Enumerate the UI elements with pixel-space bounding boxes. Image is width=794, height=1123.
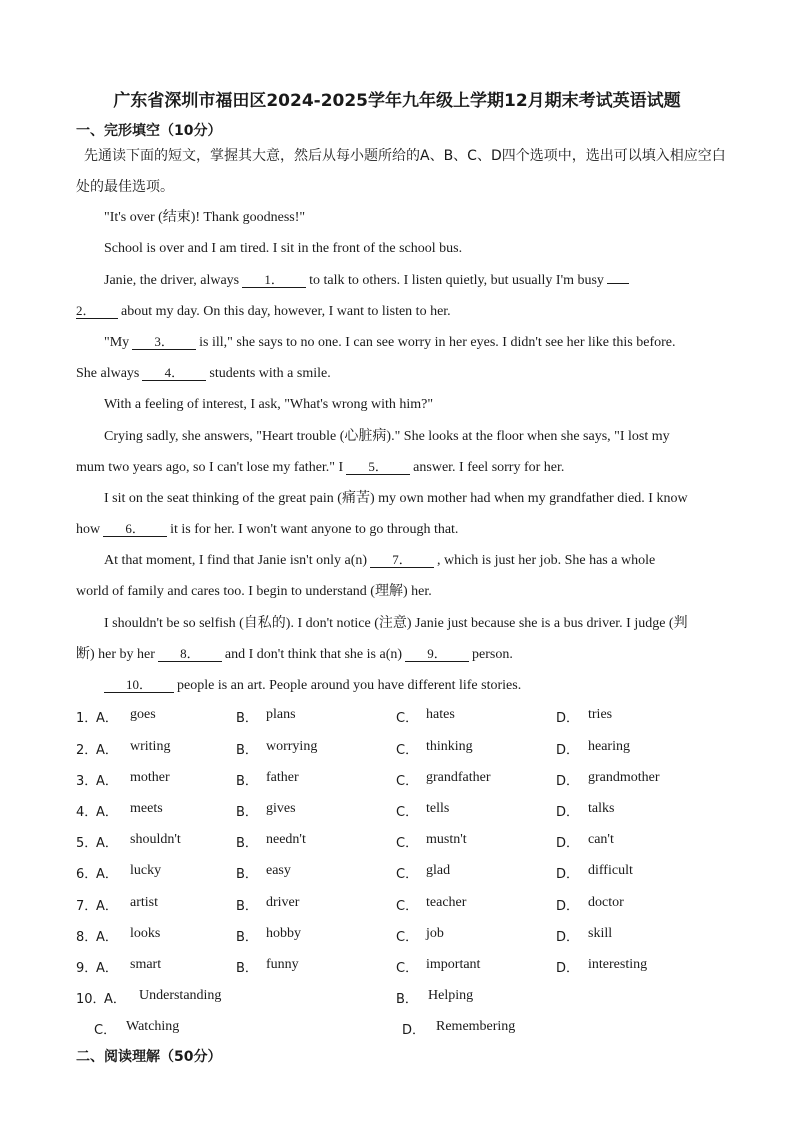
passage-line: how 6． it is for her. I won't want anyone to go through that.	[76, 521, 459, 537]
blank-5: 5．	[346, 459, 410, 475]
question-options-6: 6． A． lucky B． easy C． glad D． difficult	[76, 863, 633, 882]
instruction-text: 先通读下面的短文，掌握其大意，然后从每小题所给的A、B、C、D四个选项中，选出可以填入相应空白处的最佳选项。	[76, 148, 726, 195]
blank-2-start	[607, 283, 629, 284]
page-title: 广东省深圳市福田区2024-2025学年九年级上学期12月期末考试英语试题	[113, 91, 681, 111]
option-a[interactable]: shouldn't	[130, 832, 181, 847]
option-d[interactable]: grandmother	[588, 770, 660, 785]
option-a[interactable]: looks	[130, 926, 161, 941]
blank-7: 7．	[370, 552, 434, 568]
blank-1: 1．	[242, 272, 306, 288]
option-c[interactable]: glad	[426, 863, 451, 878]
option-a[interactable]: lucky	[130, 863, 162, 878]
section-heading-reading: 二、阅读理解（50分）	[76, 1049, 222, 1065]
question-options-4: 4． A． meets B． gives C． tells D． talks	[76, 801, 615, 820]
option-d[interactable]: hearing	[588, 739, 630, 754]
option-c[interactable]: thinking	[426, 739, 473, 754]
question-options-9: 9． A． smart B． funny C． important D． interesting	[76, 957, 648, 976]
passage-line: At that moment, I find that Janie isn't only a(n) 7． , which is just her job. She has a whole	[104, 552, 656, 568]
option-a[interactable]: Understanding	[139, 988, 222, 1003]
option-a[interactable]: writing	[130, 739, 171, 754]
option-a[interactable]: goes	[130, 707, 156, 722]
option-c[interactable]: Watching	[126, 1019, 180, 1034]
passage-line: Crying sadly, she answers, "Heart trouble (心脏病)." She looks at the floor when she says, "I lost my	[104, 429, 670, 444]
question-options-3: 3． A． mother B． father C． grandfather D． grandmother	[76, 770, 660, 789]
option-d[interactable]: tries	[588, 707, 613, 722]
blank-10: 10．	[104, 677, 174, 693]
blank-2: 2．	[76, 303, 118, 319]
option-c[interactable]: grandfather	[426, 770, 491, 785]
option-b[interactable]: worrying	[266, 739, 318, 754]
blank-9: 9．	[405, 646, 469, 662]
passage-line: School is over and I am tired. I sit in the front of the school bus.	[104, 241, 463, 256]
question-options-8: 8． A． looks B． hobby C． job D． skill	[76, 926, 613, 945]
option-c[interactable]: teacher	[426, 895, 467, 910]
passage-line: 断) her by her 8． and I don't think that she is a(n) 9． person.	[76, 646, 513, 662]
question-options-5: 5． A． shouldn't B． needn't C． mustn't D． can't	[76, 832, 614, 851]
passage-line: "My 3． is ill," she says to no one. I can see worry in her eyes. I didn't see her like this before.	[104, 334, 676, 350]
option-a[interactable]: meets	[130, 801, 163, 816]
passage-line: world of family and cares too. I begin to understand (理解) her.	[76, 584, 432, 599]
passage-line: She always 4． students with a smile.	[76, 365, 331, 381]
option-a[interactable]: artist	[130, 895, 158, 910]
passage-line: I shouldn't be so selfish (自私的). I don't notice (注意) Janie just because she is a bus driver. I judge (判	[104, 616, 688, 631]
passage-line: With a feeling of interest, I ask, "What's wrong with him?"	[104, 397, 434, 412]
option-c[interactable]: hates	[426, 707, 455, 722]
option-d[interactable]: doctor	[588, 895, 624, 910]
blank-6: 6．	[103, 521, 167, 537]
option-a[interactable]: mother	[130, 770, 170, 785]
option-b[interactable]: plans	[266, 707, 296, 722]
question-options-10-cont: C． Watching D． Remembering	[94, 1019, 516, 1038]
option-d[interactable]: difficult	[588, 863, 633, 878]
question-options-10: 10． A． Understanding B． Helping	[76, 988, 474, 1007]
section-heading-cloze: 一、完形填空（10分）	[76, 123, 222, 139]
option-b[interactable]: gives	[266, 801, 296, 816]
passage-line: 2． about my day. On this day, however, I want to listen to her.	[76, 303, 451, 319]
option-c[interactable]: important	[426, 957, 481, 972]
option-c[interactable]: tells	[426, 801, 450, 816]
option-a[interactable]: smart	[130, 957, 162, 972]
option-c[interactable]: job	[426, 926, 444, 941]
option-b[interactable]: funny	[266, 957, 299, 972]
passage-line: "It's over (结束)! Thank goodness!"	[104, 210, 306, 225]
question-options-7: 7． A． artist B． driver C． teacher D． doctor	[76, 895, 624, 914]
option-b[interactable]: easy	[266, 863, 291, 878]
blank-4: 4．	[142, 365, 206, 381]
option-b[interactable]: Helping	[428, 988, 474, 1003]
passage-line: 10． people is an art. People around you have different life stories.	[76, 676, 754, 696]
option-b[interactable]: driver	[266, 895, 300, 910]
option-b[interactable]: father	[266, 770, 299, 785]
passage-line: mum two years ago, so I can't lose my father." I 5． answer. I feel sorry for her.	[76, 459, 565, 475]
option-d[interactable]: can't	[588, 832, 614, 847]
passage-line: Janie, the driver, always 1． to talk to others. I listen quietly, but usually I'm busy	[76, 271, 754, 291]
option-c[interactable]: mustn't	[426, 832, 467, 847]
option-d[interactable]: talks	[588, 801, 615, 816]
option-d[interactable]: skill	[588, 926, 613, 941]
option-b[interactable]: needn't	[266, 832, 306, 847]
passage-line: I sit on the seat thinking of the great pain (痛苦) my own mother had when my grandfather died. I know	[104, 491, 688, 506]
question-options-2: 2． A． writing B． worrying C． thinking D． hearing	[76, 739, 630, 758]
question-options-1: 1． A． goes B． plans C． hates D． tries	[76, 707, 613, 726]
option-b[interactable]: hobby	[266, 926, 301, 941]
blank-8: 8．	[158, 646, 222, 662]
option-d[interactable]: Remembering	[436, 1019, 516, 1034]
option-d[interactable]: interesting	[588, 957, 648, 972]
blank-3: 3．	[132, 334, 196, 350]
